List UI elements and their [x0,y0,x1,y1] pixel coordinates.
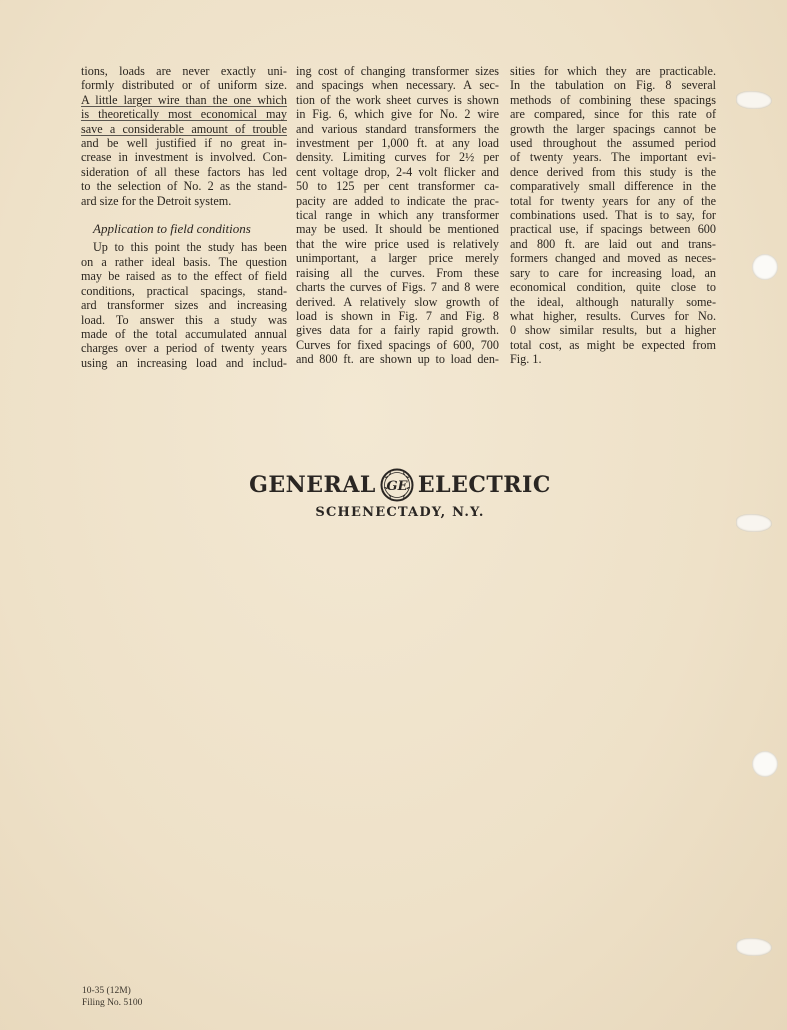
text-line: is theoretically most economical may [81,107,287,122]
text-line: using an increasing load and includ- [81,355,287,370]
torn-punch-hole [736,938,772,956]
text-line: unimportant, a larger price merely [296,251,499,266]
logo-word-general: GENERAL [249,472,376,498]
text-line: density. Limiting curves for 2½ per [296,150,499,165]
text-line: and various standard transformers the [296,121,499,136]
text-line: dence derived from this study is the [510,164,716,179]
text-line: formly distributed or of uniform size. [81,78,287,93]
text-line: pacity are added to indicate the prac- [296,193,499,208]
binder-hole-bottom [752,751,778,777]
text-line: raising all the curves. From these [296,265,499,280]
text-line: total for twenty years for any of the [510,193,716,208]
text-line: crease in investment is involved. Con- [81,150,287,165]
text-line: comparatively small difference in the [510,179,716,194]
text-line: In the tabulation on Fig. 8 several [510,78,716,93]
text-line: load. To answer this a study was [81,312,287,327]
ge-monogram-icon [380,468,414,502]
text-line: tions, loads are never exactly uni- [81,64,287,78]
text-column-3 [510,64,716,367]
text-line: 50 to 125 per cent transformer ca- [296,179,499,194]
text-line: economical condition, quite close to [510,280,716,295]
text-line: load is shown in Fig. 7 and Fig. 8 [296,308,499,323]
text-line: and spacings when necessary. A sec- [296,78,499,93]
text-line: and be well justified if no great in- [81,136,287,151]
text-line: Fig. 1. [510,352,542,367]
text-line: charges over a period of twenty years [81,341,287,356]
text-line: tical range in which any transformer [296,208,499,223]
filing-number: Filing No. 5100 [82,998,143,1008]
text-column-2 [296,64,499,367]
text-line: save a considerable amount of trouble [81,121,287,136]
text-line: total cost, as might be expected from [510,337,716,352]
text-line: in Fig. 6, which give for No. 2 wire [296,107,499,122]
text-line: sities for which they are practicable. [510,64,716,78]
text-line: 0 show similar results, but a higher [510,323,716,338]
text-line: investment per 1,000 ft. at any load [296,136,499,151]
text-line: Curves for fixed spacings of 600, 700 [296,337,499,352]
text-line: are compared, since for this rate of [510,107,716,122]
text-line: charts the curves of Figs. 7 and 8 were [296,280,499,295]
text-line: the ideal, although naturally some- [510,294,716,309]
logo-word-electric: ELECTRIC [417,472,551,498]
text-line: what higher, results. Curves for No. [510,308,716,323]
torn-punch-hole [736,514,772,532]
text-line: Up to this point the study has been [93,240,287,255]
paragraph-field-conditions [81,240,287,370]
city-line: SCHENECTADY, N.Y. [315,505,485,520]
text-line: derived. A relatively slow growth of [296,294,499,309]
text-line: cent voltage drop, 2-4 volt flicker and [296,164,499,179]
text-line: sary to care for increasing load, an [510,265,716,280]
text-line: ard transformer sizes and increasing [81,298,287,313]
text-line: formers changed and moved as neces- [510,251,716,266]
text-line: of twenty years. The important evi- [510,150,716,165]
text-line: A little larger wire than the one which [81,92,287,107]
binder-hole-top [752,254,778,280]
torn-punch-hole [736,91,772,109]
print-footer [82,985,142,1009]
text-line: conditions, practical spacings, stand- [81,283,287,298]
paragraph-wire-selection [81,64,287,208]
text-line: growth the larger spacings cannot be [510,121,716,136]
text-line: and 800 ft. are shown up to load den- [296,352,499,367]
text-line: made of the total accumulated annual [81,326,287,341]
text-line: and 800 ft. are laid out and trans- [510,236,716,251]
text-line: ing cost of changing transformer sizes [296,64,499,78]
text-line: may be used. It should be mentioned [296,222,499,237]
text-line: methods of combining these spacings [510,92,716,107]
text-line: used throughout the assumed period [510,136,716,151]
section-heading: Application to field conditions [93,221,251,237]
text-line: ard size for the Detroit system. [81,193,232,208]
print-code: 10-35 (12M) [82,986,131,996]
text-line: may be raised as to the effect of field [81,269,287,284]
monogram-text: GE [386,479,408,494]
text-line: combinations used. That is to say, for [510,208,716,223]
text-column-1 [81,64,287,370]
text-line: that the wire price used is relatively [296,236,499,251]
text-line: gives data for a fairly rapid growth. [296,323,499,338]
text-line: tion of the work sheet curves is shown [296,92,499,107]
text-line: on a rather ideal basis. The question [81,254,287,269]
text-line: to the selection of No. 2 as the stand- [81,179,287,194]
text-line: practical use, if spacings between 600 [510,222,716,237]
text-line: sideration of all these factors has led [81,164,287,179]
general-electric-logo [248,468,552,502]
